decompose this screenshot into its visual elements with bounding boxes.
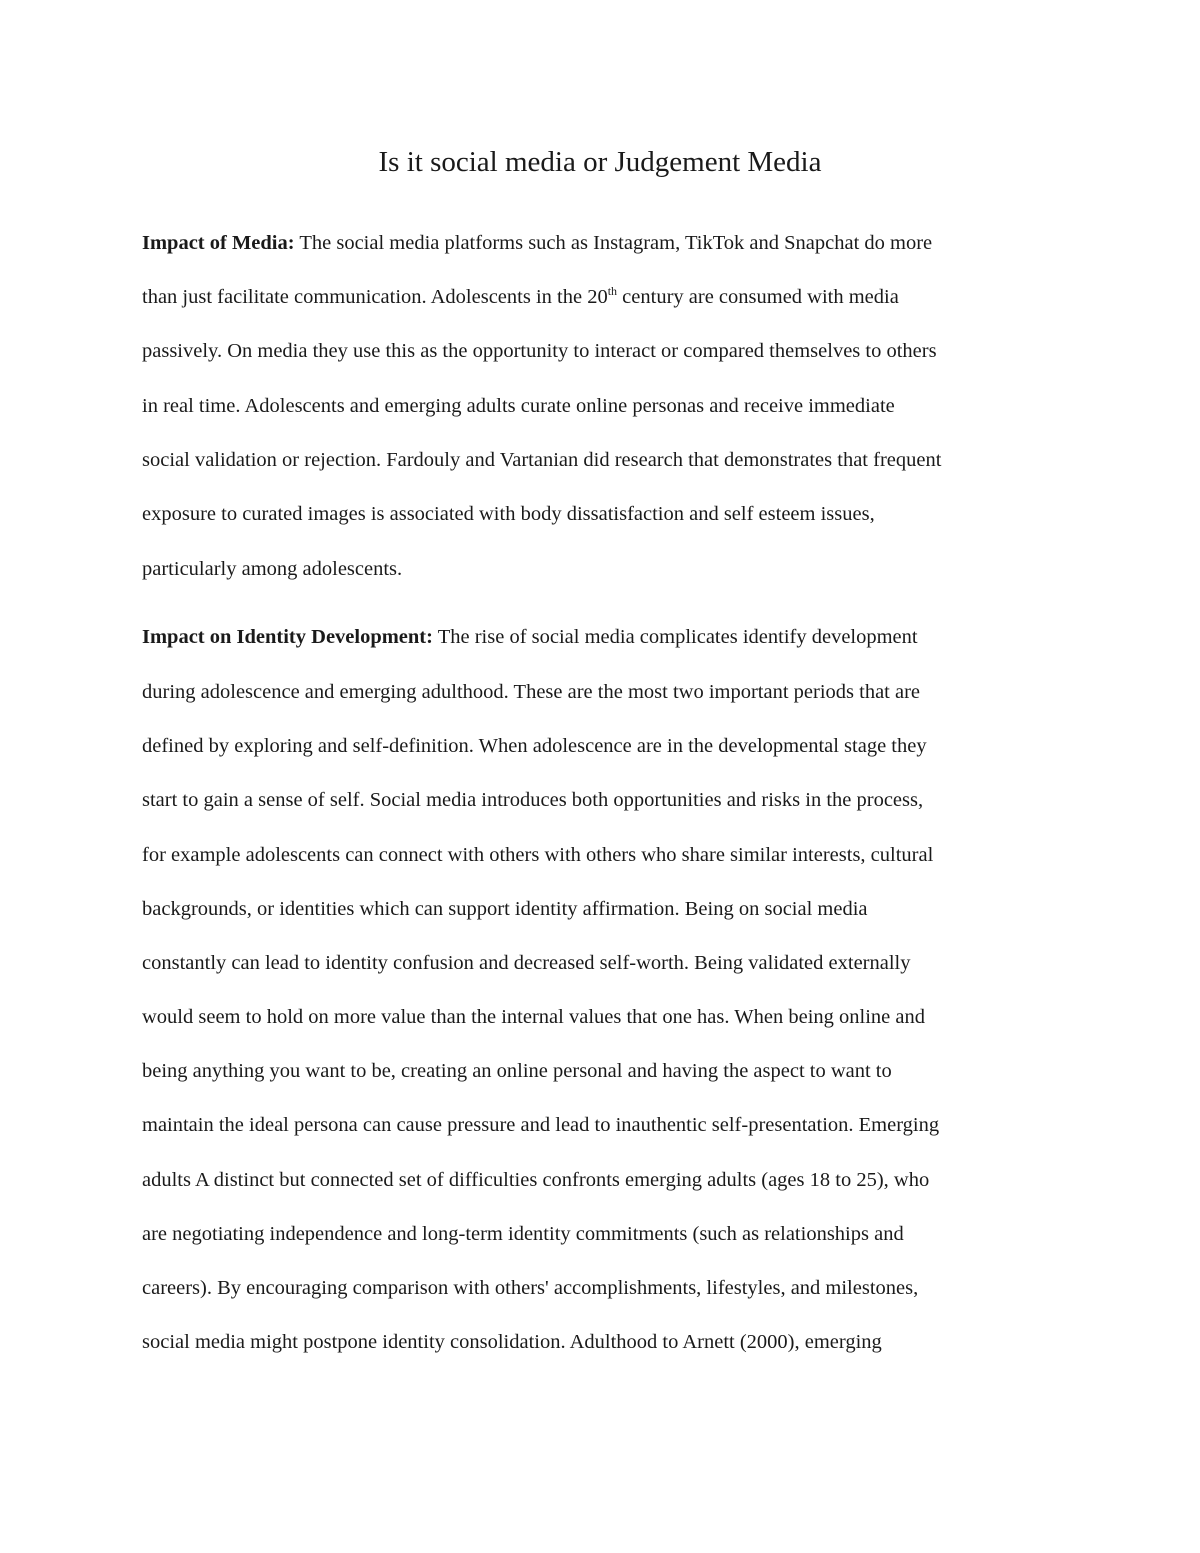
- section-heading-identity-development: Impact on Identity Development:: [142, 626, 433, 648]
- paragraph-line: [142, 623, 1082, 651]
- paragraph-line: would seem to hold on more value than the internal values that one has. When being online and: [142, 1006, 925, 1028]
- page-title: Is it social media or Judgement Media: [378, 146, 822, 178]
- superscript-text: th: [607, 284, 618, 298]
- paragraph-line: are negotiating independence and long-term identity commitments (such as relationships and: [142, 1223, 904, 1245]
- paragraph-line: [142, 283, 1082, 311]
- paragraph-line: social media might postpone identity consolidation. Adulthood to Arnett (2000), emerging: [142, 1331, 882, 1353]
- paragraph-text: The social media platforms such as Instagram, TikTok and Snapchat do more: [294, 232, 933, 254]
- paragraph-line: adults A distinct but connected set of difficulties confronts emerging adults (ages 18 to 25), who: [142, 1169, 930, 1191]
- paragraph-line: [142, 229, 1082, 257]
- paragraph-line: being anything you want to be, creating an online personal and having the aspect to want to: [142, 1060, 892, 1082]
- paragraph-text: century are consumed with media: [617, 286, 899, 308]
- paragraph-line: for example adolescents can connect with others with others who share similar interests, cultural: [142, 844, 934, 866]
- section-heading-impact-of-media: Impact of Media:: [142, 232, 295, 254]
- paragraph-line: during adolescence and emerging adulthood. These are the most two important periods that are: [142, 681, 921, 703]
- paragraph-line: social validation or rejection. Fardouly and Vartanian did research that demonstrates that frequent: [142, 449, 942, 471]
- paragraph-line: careers). By encouraging comparison with others' accomplishments, lifestyles, and milestones,: [142, 1277, 919, 1299]
- paragraph-text: than just facilitate communication. Adolescents in the 20: [142, 286, 608, 308]
- paragraph-line: in real time. Adolescents and emerging adults curate online personas and receive immediate: [142, 395, 895, 417]
- paragraph-line: backgrounds, or identities which can support identity affirmation. Being on social media: [142, 898, 868, 920]
- paragraph-line: maintain the ideal persona can cause pressure and lead to inauthentic self-presentation. Emerging: [142, 1114, 940, 1136]
- paragraph-line: defined by exploring and self-definition. When adolescence are in the developmental stage they: [142, 735, 927, 757]
- paragraph-line: constantly can lead to identity confusion and decreased self-worth. Being validated externally: [142, 952, 911, 974]
- paragraph-line: exposure to curated images is associated with body dissatisfaction and self esteem issues,: [142, 503, 875, 525]
- paragraph-line: particularly among adolescents.: [142, 558, 403, 580]
- paragraph-line: passively. On media they use this as the opportunity to interact or compared themselves to others: [142, 340, 937, 362]
- paragraph-text: The rise of social media complicates identify development: [432, 626, 918, 648]
- paragraph-line: start to gain a sense of self. Social media introduces both opportunities and risks in the process,: [142, 789, 924, 811]
